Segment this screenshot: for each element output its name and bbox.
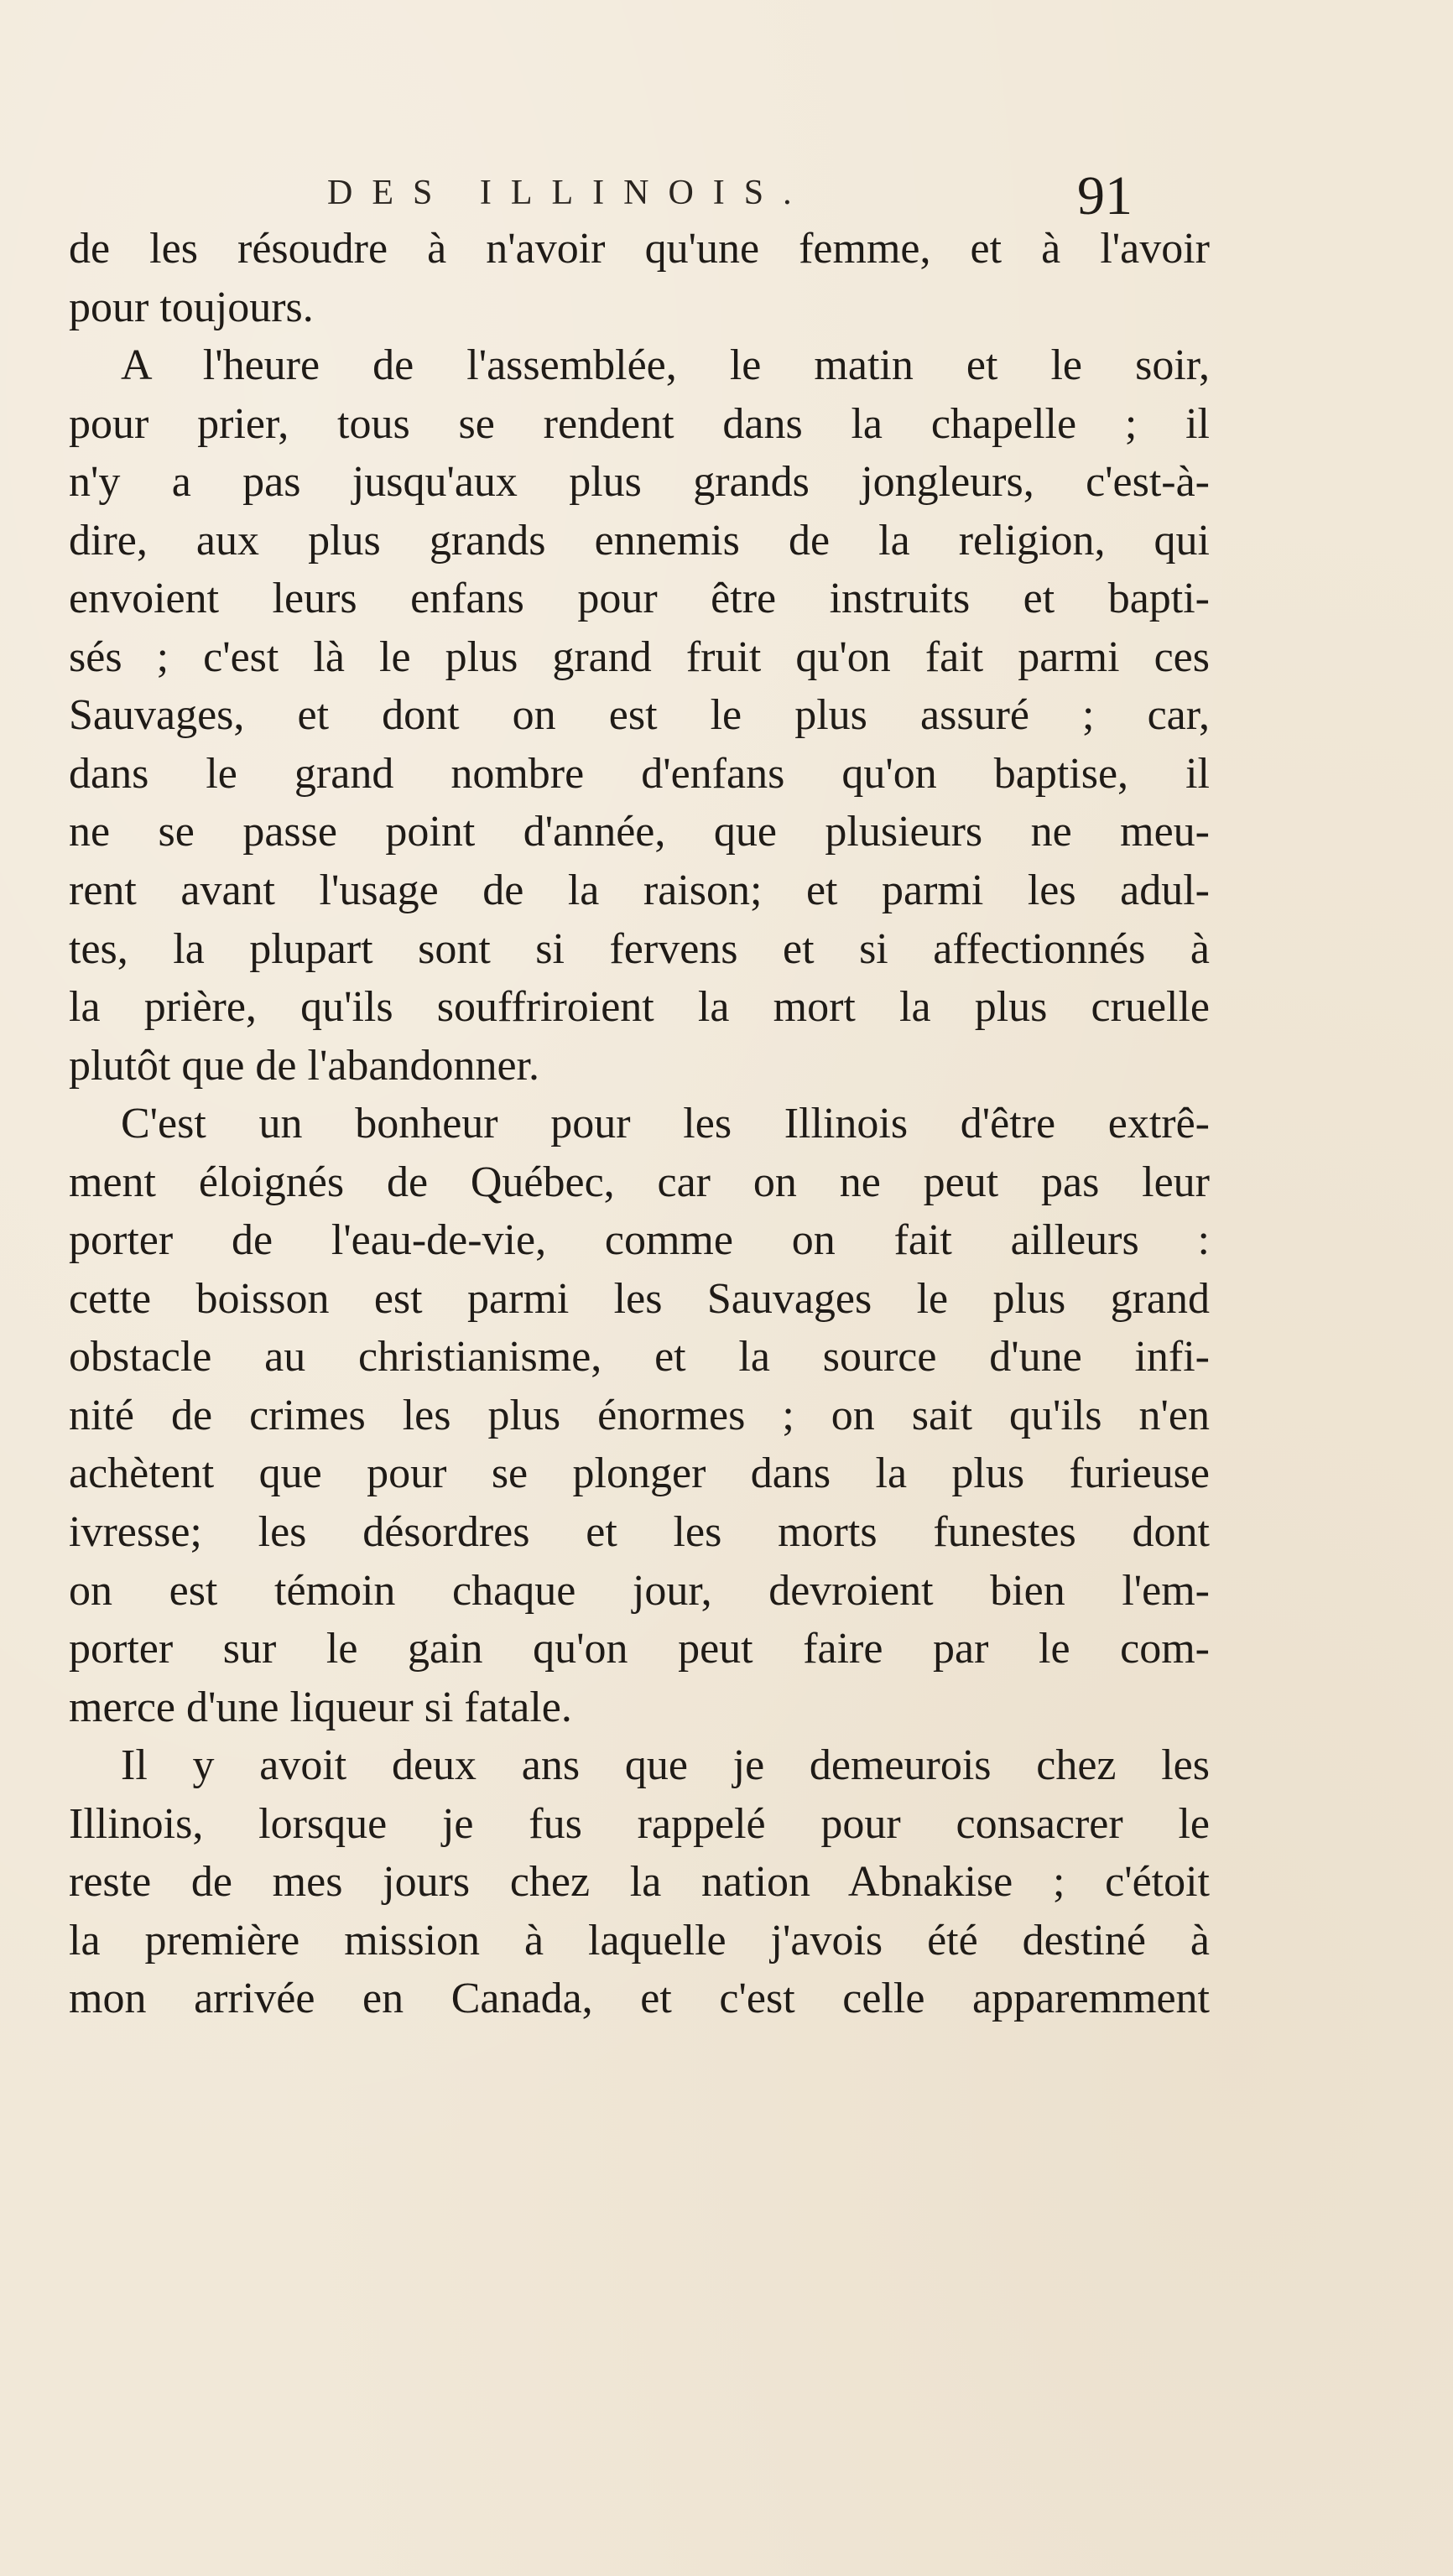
body-text [69,220,1210,2028]
text-line: n'y a pas jusqu'aux plus grands jongleurs, c'est-à- [69,458,1210,507]
text-line: achètent que pour se plonger dans la plus furieuse [69,1449,1210,1498]
text-line: dire, aux plus grands ennemis de la religion, qui [69,516,1210,565]
text-line: pour toujours. [69,283,314,331]
text-line: envoient leurs enfans pour être instruits et bapti- [69,575,1210,623]
text-line: tes, la plupart sont si fervens et si affectionnés à [69,924,1210,973]
text-line: A l'heure de l'assemblée, le matin et le soir, [121,341,1210,390]
text-line: Illinois, lorsque je fus rappelé pour consacrer le [69,1799,1210,1848]
page-number: 91 [1077,165,1133,226]
text-line: dans le grand nombre d'enfans qu'on baptise, il [69,749,1210,798]
text-line: on est témoin chaque jour, devroient bien l'em- [69,1566,1210,1615]
text-line: reste de mes jours chez la nation Abnakise ; c'étoit [69,1858,1210,1907]
text-line: pour prier, tous se rendent dans la chapelle ; il [69,399,1210,448]
text-line: porter sur le gain qu'on peut faire par le com- [69,1625,1210,1673]
text-line: ivresse; les désordres et les morts funestes dont [69,1508,1210,1557]
text-line: la prière, qu'ils souffriroient la mort la plus cruelle [69,983,1210,1032]
text-line: Sauvages, et dont on est le plus assuré ; car, [69,691,1210,740]
text-line: ne se passe point d'année, que plusieurs ne meu- [69,808,1210,856]
text-line: mon arrivée en Canada, et c'est celle apparemment [69,1975,1210,2023]
text-line: C'est un bonheur pour les Illinois d'être extrê- [121,1100,1210,1148]
text-line: cette boisson est parmi les Sauvages le plus grand [69,1274,1210,1323]
text-line: de les résoudre à n'avoir qu'une femme, et à l'avoir [69,225,1210,273]
running-title: DES ILLINOIS. [327,174,811,212]
text-line: sés ; c'est là le plus grand fruit qu'on fait parmi ces [69,632,1210,681]
text-line: Il y avoit deux ans que je demeurois chez les [121,1741,1210,1790]
text-line: obstacle au christianisme, et la source d'une infi- [69,1333,1210,1382]
text-line: nité de crimes les plus énormes ; on sait qu'ils n'en [69,1391,1210,1439]
text-line: porter de l'eau-de-vie, comme on fait ailleurs : [69,1216,1210,1265]
text-line: merce d'une liqueur si fatale. [69,1683,572,1731]
text-line: la première mission à laquelle j'avois été destiné à [69,1916,1210,1965]
text-line: rent avant l'usage de la raison; et parmi les adul- [69,866,1210,915]
text-line: ment éloignés de Québec, car on ne peut pas leur [69,1158,1210,1206]
text-line: plutôt que de l'abandonner. [69,1041,540,1090]
